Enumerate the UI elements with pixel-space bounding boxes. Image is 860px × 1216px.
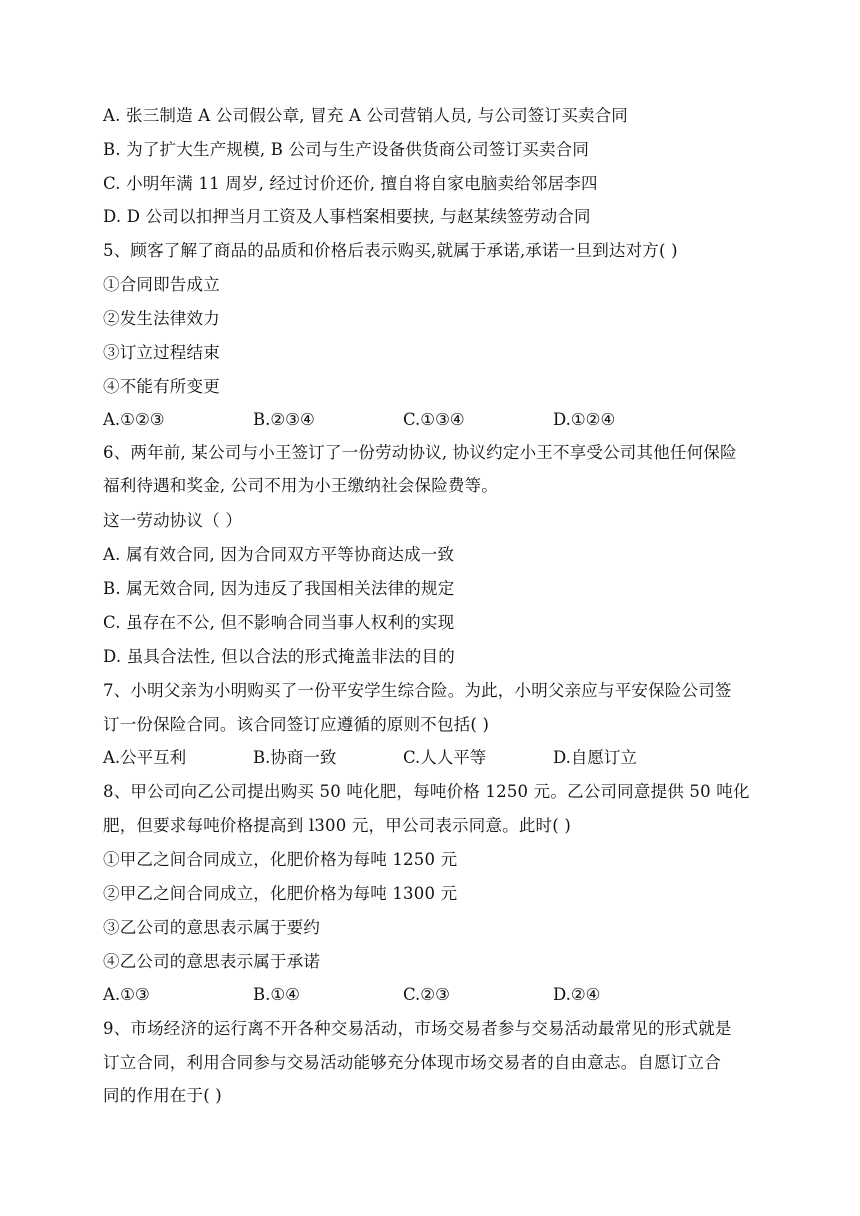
q4-option-c: C. 小明年满 11 周岁, 经过讨价还价, 擅自将自家电脑卖给邻居李四 bbox=[103, 174, 598, 193]
q7-stem-line-1: 7、小明父亲为小明购买了一份平安学生综合险。为此，小明父亲应与平安保险公司签 bbox=[103, 681, 732, 700]
q5-option-c: C.①③④ bbox=[403, 410, 465, 429]
q8-option-a: A.①③ bbox=[103, 985, 150, 1004]
q5-stem: 5、顾客了解了商品的品质和价格后表示购买,就属于承诺,承诺一旦到达对方( ) bbox=[103, 241, 678, 260]
q5-item-4: ④不能有所变更 bbox=[103, 377, 220, 396]
q6-stem-line-1: 6、两年前, 某公司与小王签订了一份劳动协议, 协议约定小王不享受公司其他任何保险 bbox=[103, 443, 737, 462]
q7-option-b: B.协商一致 bbox=[253, 748, 337, 767]
q5-item-1: ①合同即告成立 bbox=[103, 275, 220, 294]
q5-option-d: D.①②④ bbox=[553, 410, 616, 429]
q8-item-2: ②甲乙之间合同成立，化肥价格为每吨 1300 元 bbox=[103, 884, 458, 903]
q8-item-1: ①甲乙之间合同成立，化肥价格为每吨 1250 元 bbox=[103, 850, 458, 869]
q6-option-c: C. 虽存在不公, 但不影响合同当事人权利的实现 bbox=[103, 613, 455, 632]
q8-stem-line-1: 8、甲公司向乙公司提出购买 50 吨化肥，每吨价格 1250 元。乙公司同意提供 50 吨化 bbox=[103, 782, 750, 801]
q7-stem-line-2: 订一份保险合同。该合同签订应遵循的原则不包括( ) bbox=[103, 715, 490, 734]
q7-option-c: C.人人平等 bbox=[403, 748, 487, 767]
q4-option-a: A. 张三制造 A 公司假公章, 冒充 A 公司营销人员, 与公司签订买卖合同 bbox=[103, 106, 628, 125]
q8-option-c: C.②③ bbox=[403, 985, 450, 1004]
q7-option-d: D.自愿订立 bbox=[553, 748, 637, 767]
q4-option-b: B. 为了扩大生产规模, B 公司与生产设备供货商公司签订买卖合同 bbox=[103, 140, 590, 159]
q4-option-d: D. D 公司以扣押当月工资及人事档案相要挟, 与赵某续签劳动合同 bbox=[103, 207, 591, 226]
q9-stem-line-2: 订立合同，利用合同参与交易活动能够充分体现市场交易者的自由意志。自愿订立合 bbox=[103, 1053, 721, 1072]
q6-stem-line-3: 这一劳动协议（ ） bbox=[103, 511, 243, 530]
q5-option-b: B.②③④ bbox=[253, 410, 315, 429]
q9-stem-line-1: 9、市场经济的运行离不开各种交易活动，市场交易者参与交易活动最常见的形式就是 bbox=[103, 1019, 732, 1038]
q8-item-4: ④乙公司的意思表示属于承诺 bbox=[103, 952, 321, 971]
q9-stem-line-3: 同的作用在于( ) bbox=[103, 1086, 222, 1105]
q5-item-3: ③订立过程结束 bbox=[103, 343, 220, 362]
q8-option-b: B.①④ bbox=[253, 985, 300, 1004]
q7-option-a: A.公平互利 bbox=[103, 748, 187, 767]
q6-option-a: A. 属有效合同, 因为合同双方平等协商达成一致 bbox=[103, 545, 455, 564]
q8-stem-line-2: 肥，但要求每吨价格提高到 l300 元，甲公司表示同意。此时( ) bbox=[103, 816, 571, 835]
q6-option-b: B. 属无效合同, 因为违反了我国相关法律的规定 bbox=[103, 579, 455, 598]
q5-option-a: A.①②③ bbox=[103, 410, 165, 429]
q8-option-d: D.②④ bbox=[553, 985, 601, 1004]
q5-item-2: ②发生法律效力 bbox=[103, 309, 220, 328]
q6-stem-line-2: 福利待遇和奖金, 公司不用为小王缴纳社会保险费等。 bbox=[103, 476, 498, 495]
q8-item-3: ③乙公司的意思表示属于要约 bbox=[103, 918, 321, 937]
q6-option-d: D. 虽具合法性, 但以合法的形式掩盖非法的目的 bbox=[103, 647, 455, 666]
